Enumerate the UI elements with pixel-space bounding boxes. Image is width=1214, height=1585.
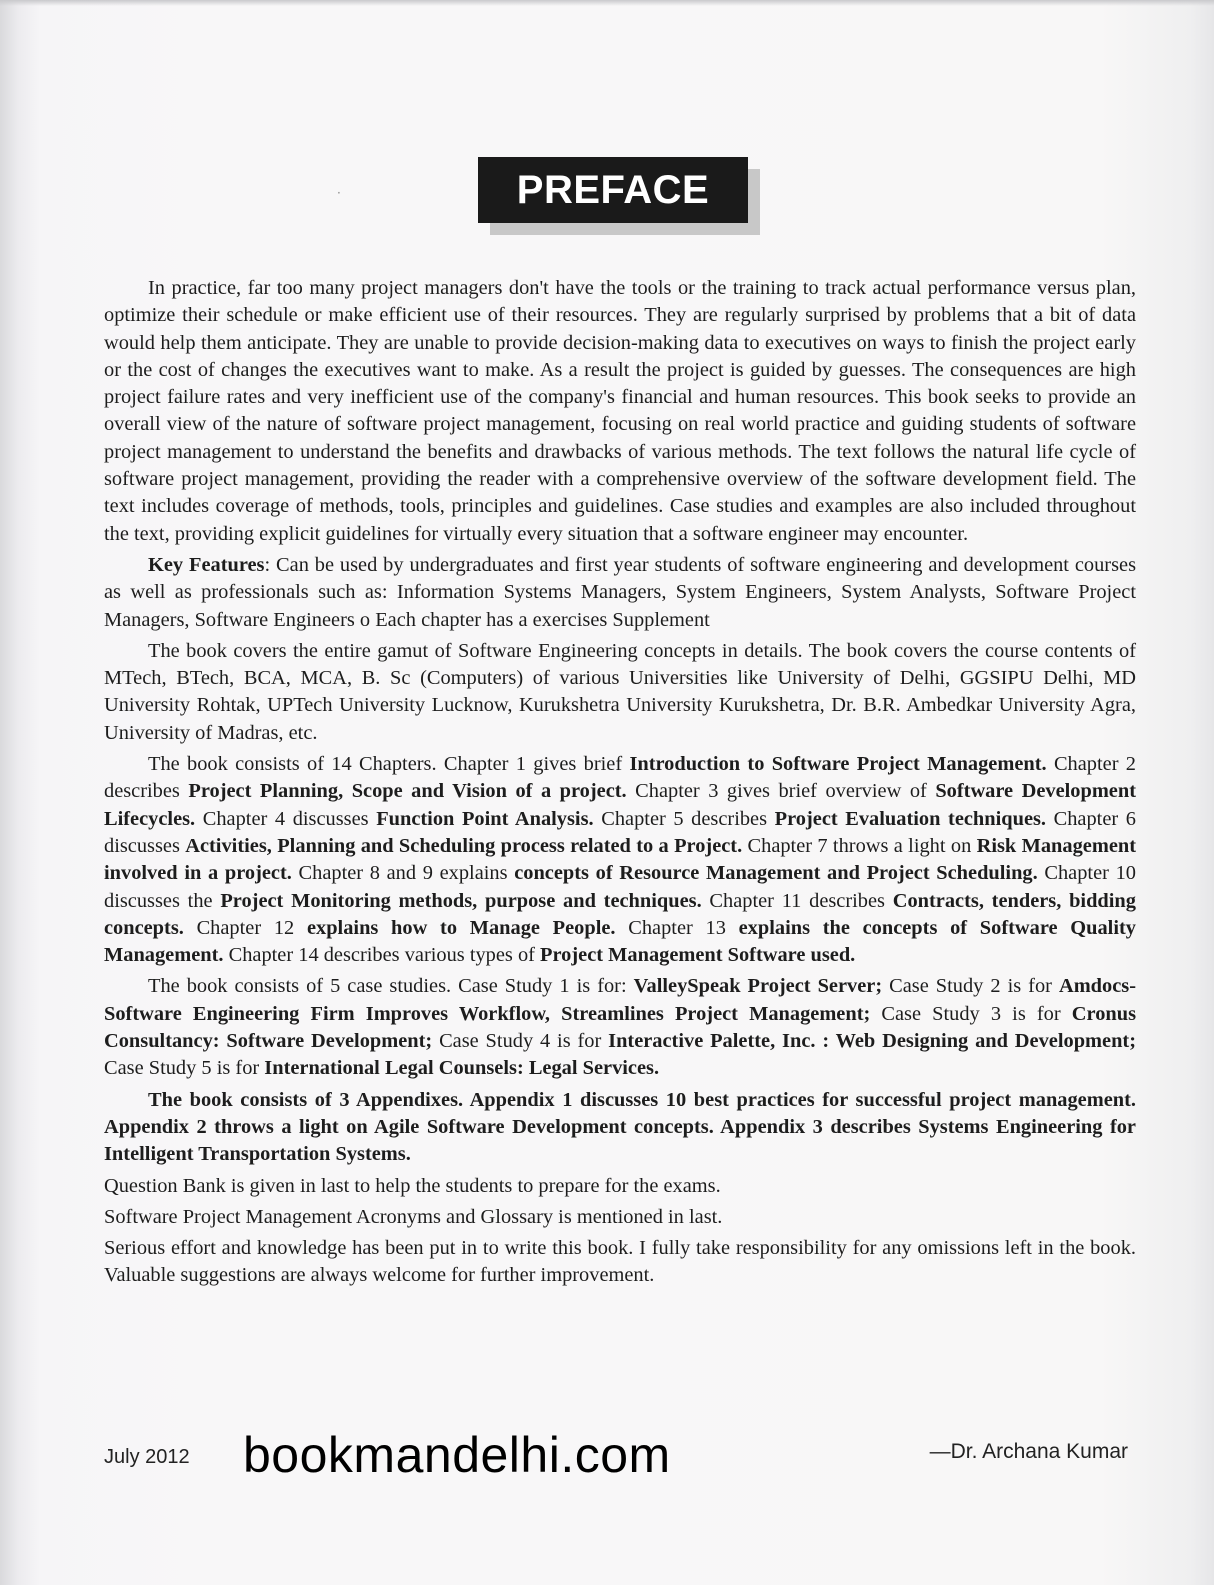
key-features-label: Key Features [148, 553, 265, 576]
bold-topic: Risk Management involved in a project. [104, 834, 1136, 885]
text-run: Chapter 2 describes [104, 753, 1136, 803]
preface-heading-block [478, 157, 758, 237]
bold-topic: Introduction to Software Project Management. [629, 753, 1047, 776]
watermark-text: bookmandelhi.com [243, 1427, 671, 1483]
bold-topic: Activities, Planning and Scheduling process related to a Project. [185, 834, 743, 857]
paragraph-intro: In practice, far too many project managers don't have the tools or the training to track actual performance versus plan, optimize their schedule or make efficient use of their resources. They are regularly surprised by problems that a bit of data would help them anticipate. They are unable to provide decision-making data to executives on ways to finish the project early or the cost of changes the executives want to make. As a result the project is guided by guesses. The consequences are high project failure rates and very inefficient use of the company's financial and human resources. This book seeks to provide an overall view of the nature of software project management, focusing on real world practice and guiding students of software project management to understand the benefits and drawbacks of various methods. The text follows the natural life cycle of software project management, providing the reader with a comprehensive overview of the software development field. The text includes coverage of methods, tools, principles and guidelines. Case studies and examples are also included throughout the text, providing explicit guidelines for virtually every situation that a software engineer may encounter. [104, 277, 1136, 545]
text-run: Case Study 3 is for [870, 1002, 1072, 1025]
text-run: The book consists of 5 case studies. Case Study 1 is for: [148, 975, 634, 998]
text-run: Chapter 12 [183, 916, 307, 939]
text-run: Chapter 8 and 9 explains [291, 862, 515, 885]
bold-topic: Software Development Lifecycles. [104, 780, 1136, 830]
paragraph-chapters [104, 751, 1136, 969]
text-run: Chapter 4 discusses [195, 807, 377, 830]
paragraph-key-features [104, 552, 1136, 634]
bold-topic: Project Monitoring methods, purpose and techniques. [220, 889, 702, 912]
bold-topic: Project Management Software used. [540, 944, 856, 967]
bold-topic: Project Evaluation techniques. [774, 807, 1047, 830]
text-run: Chapter 11 describes [701, 889, 893, 912]
bold-topic: Cronus Consultancy: Software Development; [104, 1002, 1136, 1053]
bold-topic: Interactive Palette, Inc. : Web Designing and Development; [608, 1030, 1136, 1053]
paragraph-appendixes: The book consists of 3 Appendixes. Appendix 1 discusses 10 best practices for successful project management. Appendix 2 throws a light on Agile Software Development concepts. Appendix 3 describes Systems Engineering for Intelligent Transportation Systems. [104, 1088, 1136, 1166]
bold-topic: International Legal Counsels: Legal Services. [264, 1057, 660, 1080]
scan-speck: · [337, 186, 341, 200]
author-signature: —Dr. Archana Kumar [929, 1440, 1128, 1463]
text-run: Chapter 10 discusses the [104, 862, 1136, 912]
page-title: PREFACE [478, 157, 748, 223]
key-features-text: : Can be used by undergraduates and first year students of software engineering and development courses as well as professionals such as: Information Systems Managers, System Engineers, System Analysts, Software Project Managers, Software Engineers o Each chapter has a exercises Supplement [104, 553, 1137, 631]
bold-topic: ValleySpeak Project Server; [633, 975, 883, 998]
bold-topic: Contracts, tenders, bidding concepts. [104, 889, 1136, 939]
text-run: Chapter 13 [615, 916, 739, 939]
paragraph-coverage: The book covers the entire gamut of Software Engineering concepts in details. The book covers the course contents of MTech, BTech, BCA, MCA, B. Sc (Computers) of various Universities like University of Delhi, GGSIPU Delhi, MD University Rohtak, UPTech University Lucknow, Kurukshetra University Kurukshetra, Dr. B.R. Ambedkar University Agra, University of Madras, etc. [104, 639, 1136, 744]
paragraph-glossary: Software Project Management Acronyms and Glossary is mentioned in last. [104, 1205, 723, 1228]
text-run: The book consists of 14 Chapters. Chapter 1 gives brief [148, 753, 630, 776]
text-run: Chapter 3 gives brief overview of [626, 780, 936, 803]
preface-body [104, 275, 1136, 1290]
bold-topic: Amdocs-Software Engineering Firm Improves Workflow, Streamlines Project Management; [104, 975, 1136, 1025]
text-run: Chapter 5 describes [593, 807, 775, 830]
paragraph-closing: Serious effort and knowledge has been put in to write this book. I fully take responsibility for any omissions left in the book. Valuable suggestions are always welcome for further improvement. [104, 1237, 1136, 1287]
text-run: Chapter 7 throws a light on [742, 834, 977, 857]
bold-topic: explains the concepts of Software Quality Management. [104, 916, 1136, 967]
bold-topic: Function Point Analysis. [376, 807, 594, 830]
text-run: Case Study 2 is for [882, 975, 1059, 998]
text-run: Case Study 5 is for [104, 1057, 265, 1080]
text-run: Chapter 14 describes various types of [223, 944, 541, 967]
preface-date: July 2012 [104, 1446, 190, 1468]
paragraph-question-bank: Question Bank is given in last to help the students to prepare for the exams. [104, 1174, 721, 1197]
bold-topic: explains how to Manage People. [306, 916, 616, 939]
page-edge-shadow [0, 0, 1214, 6]
bold-topic: concepts of Resource Management and Project Scheduling. [514, 862, 1038, 885]
text-run: Case Study 4 is for [432, 1030, 609, 1053]
text-run: Chapter 6 discusses [104, 807, 1136, 857]
paragraph-case-studies [104, 973, 1136, 1082]
bold-topic: Project Planning, Scope and Vision of a project. [188, 780, 627, 803]
